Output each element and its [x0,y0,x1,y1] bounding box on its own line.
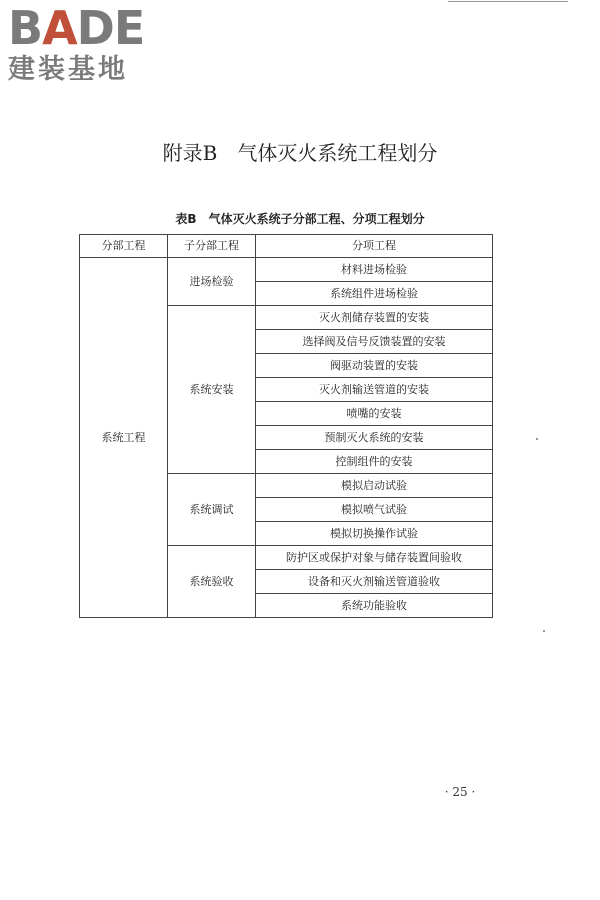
item-cell: 选择阀及信号反馈装置的安装 [256,330,493,354]
header-subdivision: 子分部工程 [168,235,256,258]
table-header-row [80,235,493,258]
scan-speck [536,438,538,440]
page-number: · 25 · [444,785,476,799]
header-division: 分部工程 [80,235,168,258]
item-cell: 系统组件进场检验 [256,282,493,306]
header-item: 分项工程 [256,235,493,258]
subdivision-cell: 系统调试 [168,474,256,546]
item-cell: 设备和灭火剂输送管道验收 [256,570,493,594]
item-cell: 材料进场检验 [256,258,493,282]
table-row [80,258,493,282]
item-cell: 模拟喷气试验 [256,498,493,522]
division-cell: 系统工程 [80,258,168,618]
logo-subtitle: 建装基地 [8,54,128,85]
item-cell: 模拟切换操作试验 [256,522,493,546]
item-cell: 系统功能验收 [256,594,493,618]
item-cell: 防护区或保护对象与储存装置间验收 [256,546,493,570]
item-cell: 模拟启动试验 [256,474,493,498]
division-table [79,234,493,618]
item-cell: 预制灭火系统的安装 [256,426,493,450]
top-rule [448,1,568,2]
item-cell: 控制组件的安装 [256,450,493,474]
appendix-title: 附录B 气体灭火系统工程划分 [162,141,438,165]
item-cell: 喷嘴的安装 [256,402,493,426]
scan-speck [543,630,545,632]
item-cell: 灭火剂输送管道的安装 [256,378,493,402]
item-cell: 灭火剂储存装置的安装 [256,306,493,330]
table-caption: 表B 气体灭火系统子分部工程、分项工程划分 [175,212,425,226]
subdivision-cell: 进场检验 [168,258,256,306]
item-cell: 阀驱动装置的安装 [256,354,493,378]
logo-mark: BADE [8,1,145,55]
subdivision-cell: 系统验收 [168,546,256,618]
subdivision-cell: 系统安装 [168,306,256,474]
bade-logo [8,1,178,96]
